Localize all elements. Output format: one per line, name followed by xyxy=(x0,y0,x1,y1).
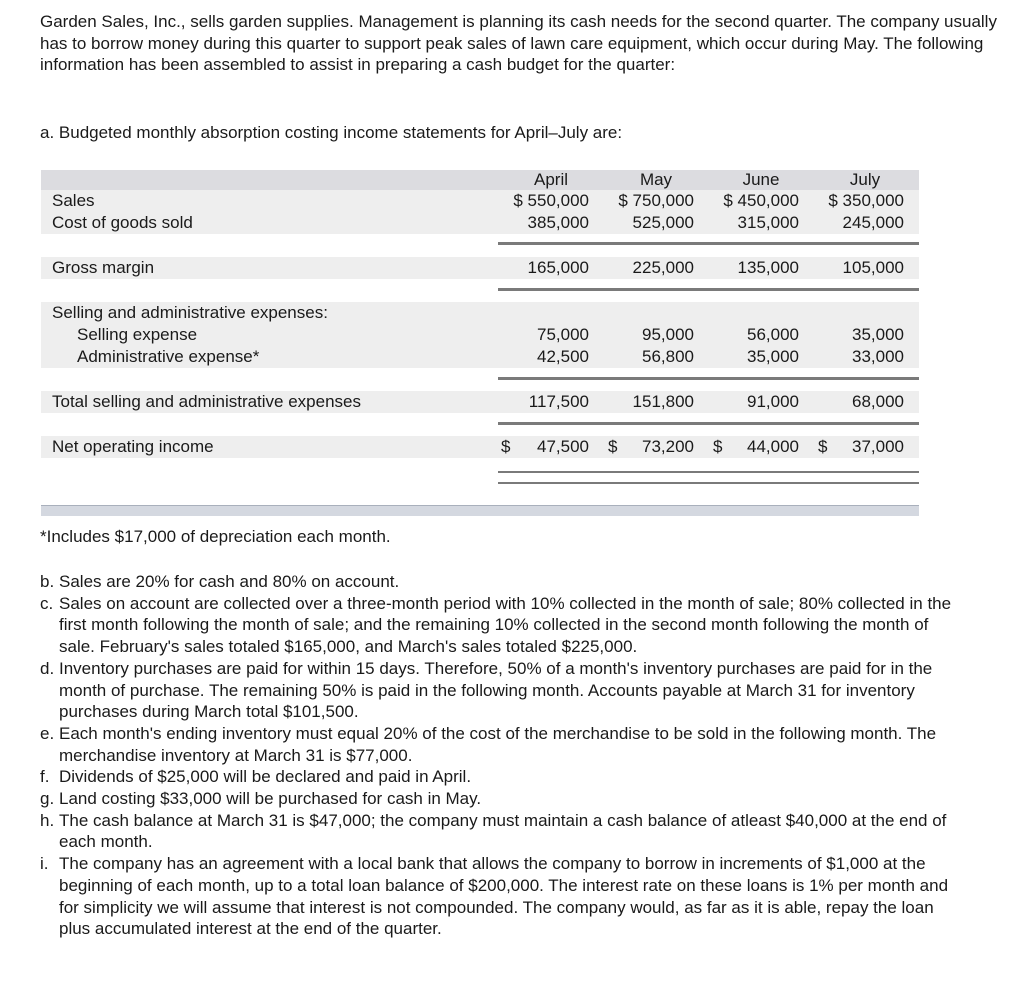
admin-label: Administrative expense* xyxy=(77,347,260,366)
noi-dollar-july: $ xyxy=(818,437,828,456)
item-text: Sales are 20% for cash and 80% on account. xyxy=(59,572,400,591)
selling-june: 56,000 xyxy=(747,325,799,344)
gross-margin-april: 165,000 xyxy=(527,258,589,277)
income-statement-table xyxy=(41,168,919,518)
list-item xyxy=(40,593,960,658)
noi-dollar-may: $ xyxy=(608,437,618,456)
total-sga-april: 117,500 xyxy=(528,392,589,411)
problem-intro xyxy=(40,11,1000,76)
item-text: Inventory purchases are paid for within 15 days. Therefore, 50% of a month's inventory purchases are paid for in the month of purchase. The remaining 50% is paid in the following month. Accounts payable at March 31 for inventory purchases during March total $101,500. xyxy=(59,658,933,722)
list-item xyxy=(40,810,960,853)
item-marker: f. xyxy=(40,767,50,787)
total-sga-july: 68,000 xyxy=(852,392,904,411)
assumption-list xyxy=(40,571,960,940)
item-text: The cash balance at March 31 is $47,000; the company must maintain a cash balance of atleast $40,000 at the end of each month. xyxy=(59,810,947,852)
item-marker: g. xyxy=(40,789,55,809)
double-rule-bottom xyxy=(498,482,919,484)
admin-july: 33,000 xyxy=(852,347,904,366)
noi-april: 47,500 xyxy=(537,437,589,456)
list-item xyxy=(40,766,960,788)
section-a-title: a. Budgeted monthly absorption costing income statements for April–July are: xyxy=(40,123,623,142)
cogs-may: 525,000 xyxy=(632,213,694,232)
gross-margin-may: 225,000 xyxy=(632,258,694,277)
cogs-april: 385,000 xyxy=(527,213,589,232)
header-may: May xyxy=(639,170,673,189)
admin-june: 35,000 xyxy=(747,347,799,366)
total-sga-may: 151,800 xyxy=(632,392,694,411)
gross-margin-june: 135,000 xyxy=(737,258,799,277)
noi-label: Net operating income xyxy=(52,437,214,456)
total-sga-june: 91,000 xyxy=(747,392,799,411)
sales-may: $ 750,000 xyxy=(618,191,694,210)
sga-heading: Selling and administrative expenses: xyxy=(52,303,328,322)
sales-label: Sales xyxy=(52,191,95,210)
item-text: The company has an agreement with a local bank that allows the company to borrow in increments of $1,000 at the beginning of each month, up to a total loan balance of $200,000. The interest rate on these loans is 1% per month and for simplicity we will assume that interest is not compounded. The company would, as far as it is able, repay the loan plus accumulated interest at the end of the quarter. xyxy=(59,854,949,939)
item-marker: i. xyxy=(40,854,49,874)
total-sga-label: Total selling and administrative expenses xyxy=(52,392,362,411)
noi-may: 73,200 xyxy=(642,437,694,456)
item-marker: d. xyxy=(40,658,55,678)
total-sga-rule xyxy=(498,422,919,425)
depreciation-footnote: *Includes $17,000 of depreciation each month. xyxy=(40,527,391,546)
item-marker: c. xyxy=(40,593,54,613)
noi-june: 44,000 xyxy=(747,437,799,456)
table-bottom-bar xyxy=(41,505,919,516)
cogs-label: Cost of goods sold xyxy=(52,213,193,232)
sales-july: $ 350,000 xyxy=(828,191,904,210)
cogs-july: 245,000 xyxy=(842,213,904,232)
item-marker: e. xyxy=(40,723,55,743)
item-text: Dividends of $25,000 will be declared and paid in April. xyxy=(59,767,472,787)
gross-margin-label: Gross margin xyxy=(52,258,155,277)
intro-paragraph: Garden Sales, Inc., sells garden supplies. Management is planning its cash needs for the second quarter. The company usually has to borrow money during this quarter to support peak sales of lawn care equipment, which occur during May. The following information has been assembled to assist in preparing a cash budget for the quarter: xyxy=(40,12,997,75)
gross-margin-rule xyxy=(498,288,919,291)
list-item xyxy=(40,571,960,593)
selling-april: 75,000 xyxy=(537,325,589,344)
item-text: Each month's ending inventory must equal 20% of the cost of the merchandise to be sold in the following month. The merchandise inventory at March 31 is $77,000. xyxy=(59,723,937,765)
selling-may: 95,000 xyxy=(642,325,694,344)
noi-dollar-june: $ xyxy=(713,437,723,456)
list-item xyxy=(40,723,960,766)
item-text: Land costing $33,000 will be purchased for cash in May. xyxy=(59,789,482,809)
double-rule-top xyxy=(498,471,919,473)
selling-july: 35,000 xyxy=(852,325,904,344)
item-marker: h. xyxy=(40,810,55,830)
header-june: June xyxy=(742,170,780,189)
header-july: July xyxy=(849,170,881,189)
admin-may: 56,800 xyxy=(642,347,694,366)
subtotal-rule xyxy=(498,242,919,245)
admin-april: 42,500 xyxy=(537,347,589,366)
noi-dollar-april: $ xyxy=(501,437,511,456)
selling-label: Selling expense xyxy=(77,325,198,344)
header-april: April xyxy=(533,170,568,189)
item-marker: b. xyxy=(40,572,55,591)
sales-april: $ 550,000 xyxy=(513,191,589,210)
list-item xyxy=(40,788,960,810)
cogs-june: 315,000 xyxy=(737,213,799,232)
noi-july: 37,000 xyxy=(852,437,904,456)
list-item xyxy=(40,658,960,723)
sales-june: $ 450,000 xyxy=(723,191,799,210)
list-item xyxy=(40,853,960,940)
item-text: Sales on account are collected over a three-month period with 10% collected in the month of sale; 80% collected in the first month following the month of sale; and the remaining 10% collected in the second month following the month of sale. February's sales totaled $165,000, and March's sales totaled $225,000. xyxy=(59,593,952,657)
sga-rule xyxy=(498,377,919,380)
gross-margin-july: 105,000 xyxy=(842,258,904,277)
